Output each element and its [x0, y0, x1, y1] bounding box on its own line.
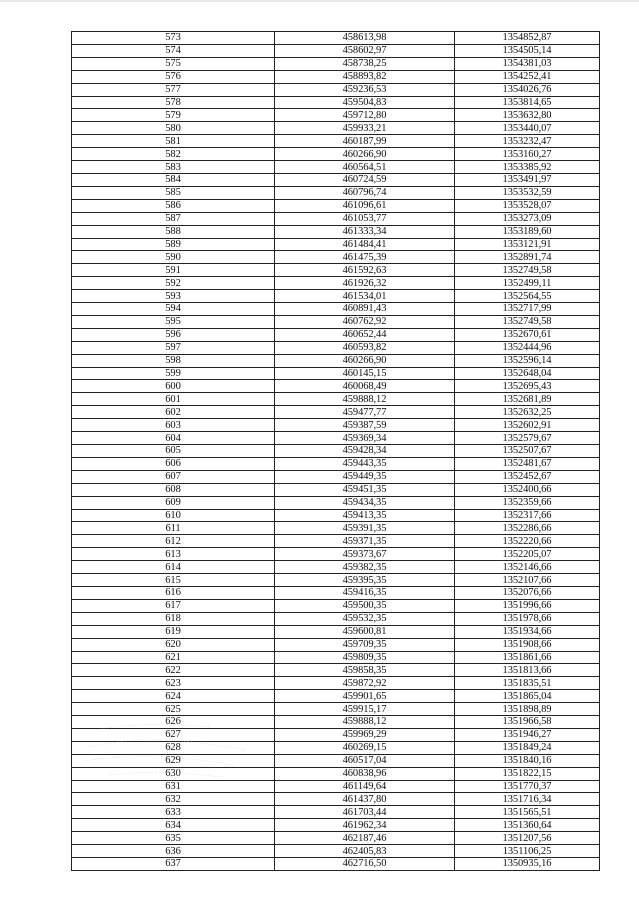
x-coordinate-cell: 459387,59 — [275, 419, 455, 432]
x-coordinate-cell: 459236,53 — [275, 83, 455, 96]
y-coordinate-cell: 1351840,16 — [455, 754, 600, 767]
y-coordinate-cell: 1352286,66 — [455, 522, 600, 535]
y-coordinate-cell: 1351565,51 — [455, 806, 600, 819]
point-number-cell: 577 — [72, 83, 275, 96]
point-number-cell: 601 — [72, 393, 275, 406]
y-coordinate-cell: 1351360,64 — [455, 819, 600, 832]
x-coordinate-cell: 459809,35 — [275, 651, 455, 664]
x-coordinate-cell: 459712,80 — [275, 109, 455, 122]
x-coordinate-cell: 460593,82 — [275, 341, 455, 354]
point-number-cell: 581 — [72, 135, 275, 148]
x-coordinate-cell: 459382,35 — [275, 561, 455, 574]
point-number-cell: 573 — [72, 32, 275, 45]
point-number-cell: 580 — [72, 122, 275, 135]
table-row — [72, 173, 600, 186]
table-row — [72, 716, 600, 729]
x-coordinate-cell: 459888,12 — [275, 393, 455, 406]
point-number-cell: 612 — [72, 535, 275, 548]
y-coordinate-cell: 1351716,34 — [455, 793, 600, 806]
point-number-cell: 609 — [72, 496, 275, 509]
x-coordinate-cell: 459371,35 — [275, 535, 455, 548]
x-coordinate-cell: 462187,46 — [275, 832, 455, 845]
table-row — [72, 238, 600, 251]
table-row — [72, 586, 600, 599]
table-row — [72, 32, 600, 45]
point-number-cell: 605 — [72, 445, 275, 458]
point-number-cell: 637 — [72, 858, 275, 871]
x-coordinate-cell: 459451,35 — [275, 483, 455, 496]
point-number-cell: 630 — [72, 767, 275, 780]
point-number-cell: 596 — [72, 328, 275, 341]
table-row — [72, 251, 600, 264]
table-row — [72, 625, 600, 638]
y-coordinate-cell: 1353528,07 — [455, 199, 600, 212]
point-number-cell: 622 — [72, 664, 275, 677]
point-number-cell: 635 — [72, 832, 275, 845]
y-coordinate-cell: 1352602,91 — [455, 419, 600, 432]
point-number-cell: 590 — [72, 251, 275, 264]
point-number-cell: 628 — [72, 741, 275, 754]
table-row — [72, 741, 600, 754]
table-row — [72, 664, 600, 677]
point-number-cell: 595 — [72, 315, 275, 328]
x-coordinate-cell: 459369,34 — [275, 432, 455, 445]
x-coordinate-cell: 459391,35 — [275, 522, 455, 535]
table-row — [72, 522, 600, 535]
y-coordinate-cell: 1352648,04 — [455, 367, 600, 380]
y-coordinate-cell: 1353232,47 — [455, 135, 600, 148]
x-coordinate-cell: 459915,17 — [275, 703, 455, 716]
table-row — [72, 96, 600, 109]
table-row — [72, 303, 600, 316]
x-coordinate-cell: 460891,43 — [275, 303, 455, 316]
x-coordinate-cell: 461484,41 — [275, 238, 455, 251]
point-number-cell: 575 — [72, 57, 275, 70]
table-row — [72, 638, 600, 651]
table-row — [72, 548, 600, 561]
table-row — [72, 612, 600, 625]
table-row — [72, 780, 600, 793]
point-number-cell: 623 — [72, 677, 275, 690]
y-coordinate-cell: 1353814,65 — [455, 96, 600, 109]
point-number-cell: 603 — [72, 419, 275, 432]
page-top-edge — [0, 0, 639, 2]
y-coordinate-cell: 1351865,04 — [455, 690, 600, 703]
y-coordinate-cell: 1354026,76 — [455, 83, 600, 96]
point-number-cell: 587 — [72, 212, 275, 225]
table-row — [72, 290, 600, 303]
point-number-cell: 618 — [72, 612, 275, 625]
point-number-cell: 634 — [72, 819, 275, 832]
y-coordinate-cell: 1352107,66 — [455, 574, 600, 587]
point-number-cell: 594 — [72, 303, 275, 316]
x-coordinate-cell: 459443,35 — [275, 457, 455, 470]
x-coordinate-cell: 461703,44 — [275, 806, 455, 819]
table-row — [72, 186, 600, 199]
x-coordinate-cell: 459449,35 — [275, 470, 455, 483]
table-row — [72, 535, 600, 548]
table-row — [72, 264, 600, 277]
x-coordinate-cell: 459477,77 — [275, 406, 455, 419]
table-row — [72, 225, 600, 238]
table-row — [72, 83, 600, 96]
table-row — [72, 122, 600, 135]
y-coordinate-cell: 1353189,60 — [455, 225, 600, 238]
x-coordinate-cell: 459395,35 — [275, 574, 455, 587]
table-row — [72, 57, 600, 70]
table-row — [72, 754, 600, 767]
point-number-cell: 579 — [72, 109, 275, 122]
point-number-cell: 591 — [72, 264, 275, 277]
y-coordinate-cell: 1353491,97 — [455, 173, 600, 186]
x-coordinate-cell: 461149,64 — [275, 780, 455, 793]
y-coordinate-cell: 1351106,25 — [455, 845, 600, 858]
table-row — [72, 212, 600, 225]
x-coordinate-cell: 461534,01 — [275, 290, 455, 303]
x-coordinate-cell: 460724,59 — [275, 173, 455, 186]
point-number-cell: 599 — [72, 367, 275, 380]
point-number-cell: 611 — [72, 522, 275, 535]
y-coordinate-cell: 1353385,92 — [455, 161, 600, 174]
table-row — [72, 44, 600, 57]
x-coordinate-cell: 459413,35 — [275, 509, 455, 522]
y-coordinate-cell: 1352564,55 — [455, 290, 600, 303]
table-row — [72, 767, 600, 780]
x-coordinate-cell: 459428,34 — [275, 445, 455, 458]
x-coordinate-cell: 461053,77 — [275, 212, 455, 225]
table-row — [72, 483, 600, 496]
x-coordinate-cell: 461437,80 — [275, 793, 455, 806]
point-number-cell: 589 — [72, 238, 275, 251]
y-coordinate-cell: 1352444,96 — [455, 341, 600, 354]
point-number-cell: 584 — [72, 173, 275, 186]
table-row — [72, 793, 600, 806]
x-coordinate-cell: 459373,67 — [275, 548, 455, 561]
point-number-cell: 633 — [72, 806, 275, 819]
table-row — [72, 457, 600, 470]
y-coordinate-cell: 1353532,59 — [455, 186, 600, 199]
x-coordinate-cell: 458893,82 — [275, 70, 455, 83]
y-coordinate-cell: 1352205,07 — [455, 548, 600, 561]
x-coordinate-cell: 460266,90 — [275, 148, 455, 161]
x-coordinate-cell: 459709,35 — [275, 638, 455, 651]
y-coordinate-cell: 1352717,99 — [455, 303, 600, 316]
x-coordinate-cell: 458613,98 — [275, 32, 455, 45]
x-coordinate-cell: 460266,90 — [275, 354, 455, 367]
point-number-cell: 586 — [72, 199, 275, 212]
coordinates-table-body — [72, 32, 600, 871]
x-coordinate-cell: 458738,25 — [275, 57, 455, 70]
point-number-cell: 598 — [72, 354, 275, 367]
y-coordinate-cell: 1353121,91 — [455, 238, 600, 251]
y-coordinate-cell: 1352670,61 — [455, 328, 600, 341]
y-coordinate-cell: 1353160,27 — [455, 148, 600, 161]
point-number-cell: 600 — [72, 380, 275, 393]
point-number-cell: 585 — [72, 186, 275, 199]
y-coordinate-cell: 1352317,66 — [455, 509, 600, 522]
y-coordinate-cell: 1352452,67 — [455, 470, 600, 483]
y-coordinate-cell: 1352596,14 — [455, 354, 600, 367]
table-row — [72, 199, 600, 212]
point-number-cell: 582 — [72, 148, 275, 161]
point-number-cell: 597 — [72, 341, 275, 354]
x-coordinate-cell: 459434,35 — [275, 496, 455, 509]
y-coordinate-cell: 1351813,66 — [455, 664, 600, 677]
x-coordinate-cell: 461592,63 — [275, 264, 455, 277]
x-coordinate-cell: 460762,92 — [275, 315, 455, 328]
table-row — [72, 148, 600, 161]
table-row — [72, 445, 600, 458]
y-coordinate-cell: 1351861,66 — [455, 651, 600, 664]
point-number-cell: 631 — [72, 780, 275, 793]
y-coordinate-cell: 1351207,56 — [455, 832, 600, 845]
coordinates-table — [71, 31, 600, 871]
y-coordinate-cell: 1352749,58 — [455, 264, 600, 277]
point-number-cell: 614 — [72, 561, 275, 574]
x-coordinate-cell: 462405,83 — [275, 845, 455, 858]
point-number-cell: 619 — [72, 625, 275, 638]
y-coordinate-cell: 1352695,43 — [455, 380, 600, 393]
table-row — [72, 677, 600, 690]
table-row — [72, 354, 600, 367]
y-coordinate-cell: 1354852,87 — [455, 32, 600, 45]
y-coordinate-cell: 1351934,66 — [455, 625, 600, 638]
x-coordinate-cell: 461926,32 — [275, 277, 455, 290]
point-number-cell: 632 — [72, 793, 275, 806]
table-row — [72, 651, 600, 664]
point-number-cell: 607 — [72, 470, 275, 483]
table-row — [72, 161, 600, 174]
x-coordinate-cell: 461096,61 — [275, 199, 455, 212]
x-coordinate-cell: 460517,04 — [275, 754, 455, 767]
y-coordinate-cell: 1352632,25 — [455, 406, 600, 419]
point-number-cell: 602 — [72, 406, 275, 419]
point-number-cell: 613 — [72, 548, 275, 561]
table-row — [72, 380, 600, 393]
x-coordinate-cell: 459858,35 — [275, 664, 455, 677]
table-row — [72, 315, 600, 328]
y-coordinate-cell: 1352481,67 — [455, 457, 600, 470]
x-coordinate-cell: 462716,50 — [275, 858, 455, 871]
point-number-cell: 636 — [72, 845, 275, 858]
y-coordinate-cell: 1354381,03 — [455, 57, 600, 70]
point-number-cell: 592 — [72, 277, 275, 290]
point-number-cell: 625 — [72, 703, 275, 716]
y-coordinate-cell: 1354505,14 — [455, 44, 600, 57]
x-coordinate-cell: 460145,15 — [275, 367, 455, 380]
y-coordinate-cell: 1352891,74 — [455, 251, 600, 264]
x-coordinate-cell: 460068,49 — [275, 380, 455, 393]
y-coordinate-cell: 1351946,27 — [455, 728, 600, 741]
table-row — [72, 419, 600, 432]
x-coordinate-cell: 460652,44 — [275, 328, 455, 341]
x-coordinate-cell: 459933,21 — [275, 122, 455, 135]
y-coordinate-cell: 1351908,66 — [455, 638, 600, 651]
table-row — [72, 406, 600, 419]
y-coordinate-cell: 1351978,66 — [455, 612, 600, 625]
table-row — [72, 703, 600, 716]
point-number-cell: 593 — [72, 290, 275, 303]
x-coordinate-cell: 459532,35 — [275, 612, 455, 625]
x-coordinate-cell: 460269,15 — [275, 741, 455, 754]
y-coordinate-cell: 1351822,15 — [455, 767, 600, 780]
table-row — [72, 845, 600, 858]
y-coordinate-cell: 1352400,66 — [455, 483, 600, 496]
table-row — [72, 496, 600, 509]
point-number-cell: 629 — [72, 754, 275, 767]
table-row — [72, 328, 600, 341]
x-coordinate-cell: 460838,96 — [275, 767, 455, 780]
table-row — [72, 341, 600, 354]
x-coordinate-cell: 459888,12 — [275, 716, 455, 729]
x-coordinate-cell: 459969,29 — [275, 728, 455, 741]
y-coordinate-cell: 1353273,09 — [455, 212, 600, 225]
y-coordinate-cell: 1351835,51 — [455, 677, 600, 690]
y-coordinate-cell: 1353632,80 — [455, 109, 600, 122]
point-number-cell: 610 — [72, 509, 275, 522]
table-row — [72, 393, 600, 406]
point-number-cell: 574 — [72, 44, 275, 57]
y-coordinate-cell: 1350935,16 — [455, 858, 600, 871]
x-coordinate-cell: 459901,65 — [275, 690, 455, 703]
y-coordinate-cell: 1351898,89 — [455, 703, 600, 716]
x-coordinate-cell: 459416,35 — [275, 586, 455, 599]
point-number-cell: 626 — [72, 716, 275, 729]
table-row — [72, 832, 600, 845]
y-coordinate-cell: 1352681,89 — [455, 393, 600, 406]
point-number-cell: 606 — [72, 457, 275, 470]
point-number-cell: 578 — [72, 96, 275, 109]
x-coordinate-cell: 459600,81 — [275, 625, 455, 638]
point-number-cell: 583 — [72, 161, 275, 174]
y-coordinate-cell: 1351966,58 — [455, 716, 600, 729]
point-number-cell: 588 — [72, 225, 275, 238]
table-row — [72, 135, 600, 148]
x-coordinate-cell: 458602,97 — [275, 44, 455, 57]
x-coordinate-cell: 459872,92 — [275, 677, 455, 690]
y-coordinate-cell: 1354252,41 — [455, 70, 600, 83]
y-coordinate-cell: 1351770,37 — [455, 780, 600, 793]
point-number-cell: 608 — [72, 483, 275, 496]
y-coordinate-cell: 1352146,66 — [455, 561, 600, 574]
table-row — [72, 561, 600, 574]
y-coordinate-cell: 1351996,66 — [455, 599, 600, 612]
point-number-cell: 617 — [72, 599, 275, 612]
table-row — [72, 367, 600, 380]
x-coordinate-cell: 459504,83 — [275, 96, 455, 109]
point-number-cell: 616 — [72, 586, 275, 599]
table-row — [72, 819, 600, 832]
y-coordinate-cell: 1352749,58 — [455, 315, 600, 328]
point-number-cell: 615 — [72, 574, 275, 587]
point-number-cell: 604 — [72, 432, 275, 445]
table-row — [72, 109, 600, 122]
x-coordinate-cell: 461333,34 — [275, 225, 455, 238]
point-number-cell: 620 — [72, 638, 275, 651]
x-coordinate-cell: 461475,39 — [275, 251, 455, 264]
point-number-cell: 621 — [72, 651, 275, 664]
table-row — [72, 690, 600, 703]
y-coordinate-cell: 1351849,24 — [455, 741, 600, 754]
point-number-cell: 576 — [72, 70, 275, 83]
y-coordinate-cell: 1352507,67 — [455, 445, 600, 458]
table-row — [72, 432, 600, 445]
table-row — [72, 599, 600, 612]
table-row — [72, 806, 600, 819]
table-row — [72, 728, 600, 741]
y-coordinate-cell: 1352499,11 — [455, 277, 600, 290]
table-row — [72, 858, 600, 871]
x-coordinate-cell: 459500,35 — [275, 599, 455, 612]
table-row — [72, 574, 600, 587]
table-row — [72, 70, 600, 83]
y-coordinate-cell: 1352579,67 — [455, 432, 600, 445]
point-number-cell: 627 — [72, 728, 275, 741]
y-coordinate-cell: 1352220,66 — [455, 535, 600, 548]
x-coordinate-cell: 460564,51 — [275, 161, 455, 174]
table-row — [72, 509, 600, 522]
y-coordinate-cell: 1352076,66 — [455, 586, 600, 599]
y-coordinate-cell: 1352359,66 — [455, 496, 600, 509]
table-row — [72, 277, 600, 290]
table-row — [72, 470, 600, 483]
x-coordinate-cell: 461962,34 — [275, 819, 455, 832]
x-coordinate-cell: 460796,74 — [275, 186, 455, 199]
point-number-cell: 624 — [72, 690, 275, 703]
y-coordinate-cell: 1353440,07 — [455, 122, 600, 135]
x-coordinate-cell: 460187,99 — [275, 135, 455, 148]
